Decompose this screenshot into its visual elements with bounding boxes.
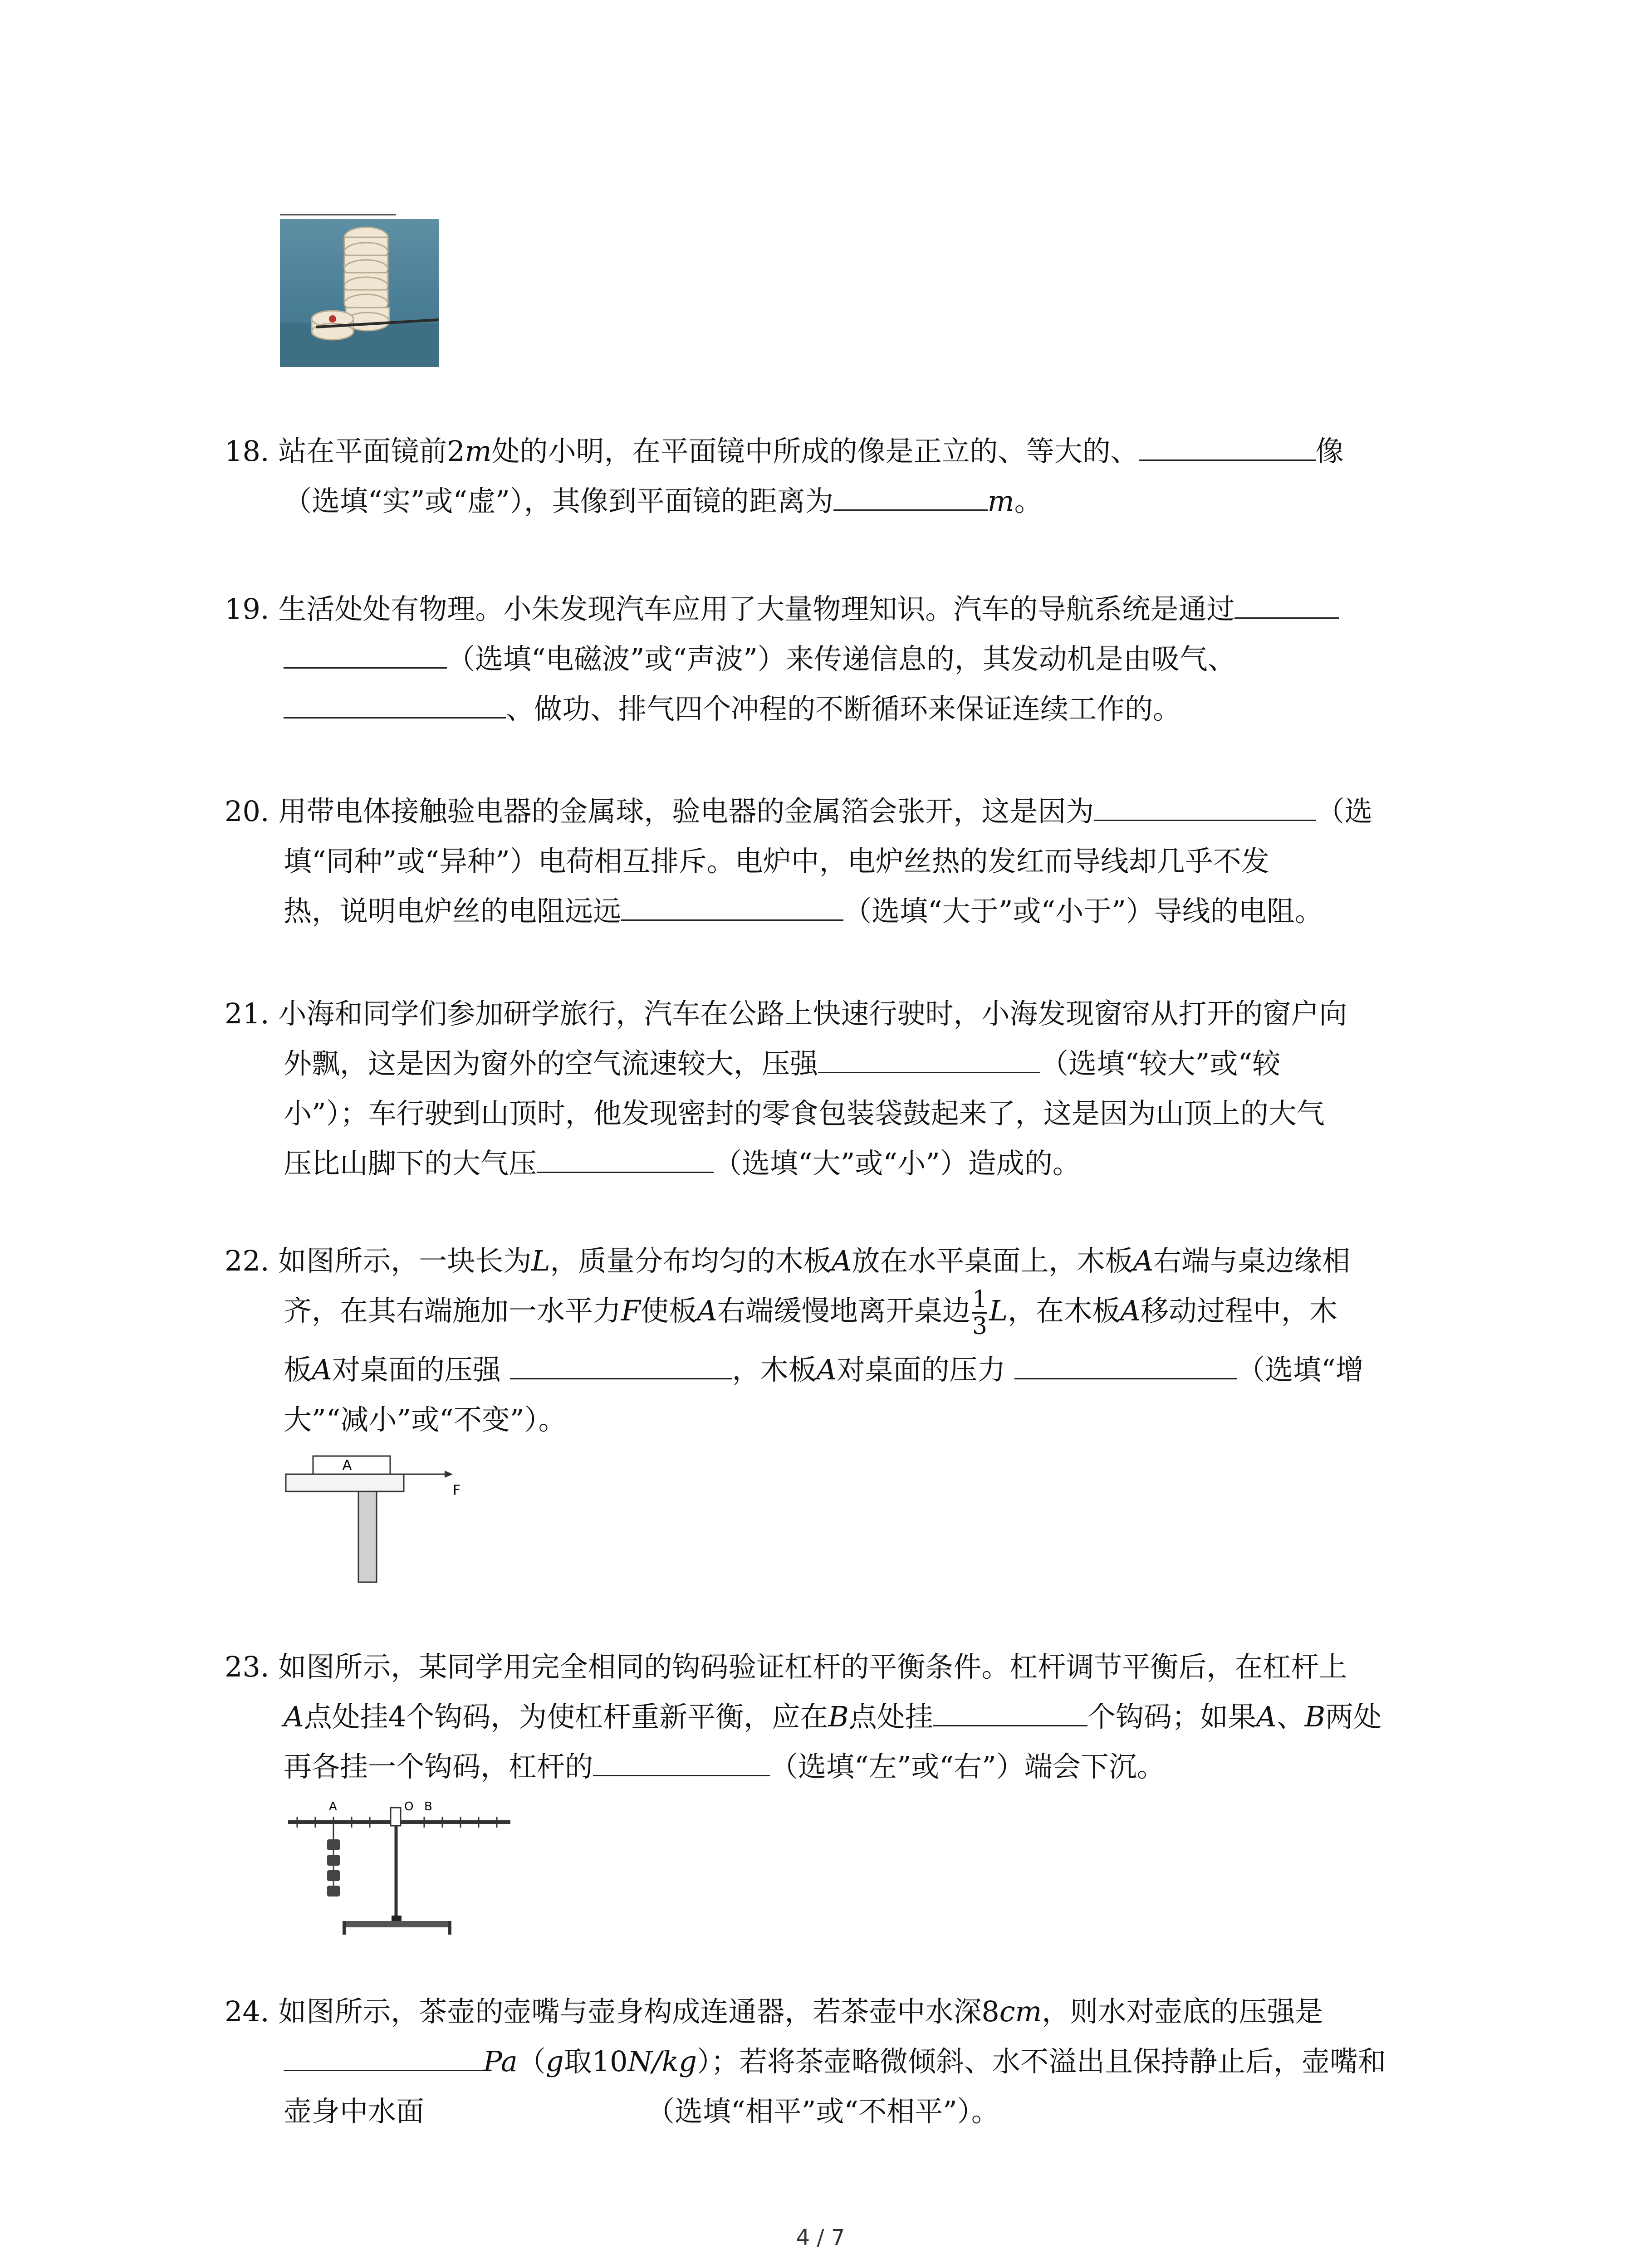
question-number: 23. xyxy=(225,1650,269,1683)
text: 放在水平桌面上，木板 xyxy=(852,1244,1133,1277)
var-A: A xyxy=(312,1353,332,1386)
board-table-figure xyxy=(281,1452,481,1588)
text: 生活处处有物理。小朱发现汽车应用了大量物理知识。汽车的导航系统是通过 xyxy=(278,592,1235,626)
figure-label-A: A xyxy=(342,1457,352,1473)
answer-blank[interactable] xyxy=(818,1045,1040,1073)
answer-blank[interactable] xyxy=(1094,792,1316,821)
text: 如图所示，某同学用完全相同的钩码验证杠杆的平衡条件。杠杆调节平衡后，在杠杆上 xyxy=(278,1650,1347,1683)
var-B: B xyxy=(828,1700,849,1733)
text: 取10 xyxy=(563,2045,628,2078)
fraction-one-third xyxy=(972,1287,987,1339)
answer-blank[interactable] xyxy=(510,1351,732,1379)
text: （选填“增 xyxy=(1237,1353,1364,1386)
figure-label-O: O xyxy=(404,1800,414,1813)
answer-blank[interactable] xyxy=(284,690,506,719)
text: （选填“较大”或“较 xyxy=(1040,1047,1281,1080)
var-L: L xyxy=(989,1294,1008,1327)
lever-figure xyxy=(279,1794,515,1939)
var-A: A xyxy=(816,1353,837,1386)
answer-blank[interactable] xyxy=(1139,432,1316,461)
text: （ xyxy=(517,2045,546,2078)
answer-blank[interactable] xyxy=(1014,1351,1237,1379)
text: 点处挂4个钩码，为使杠杆重新平衡，应在 xyxy=(304,1700,828,1733)
text: ，木板 xyxy=(732,1353,817,1386)
var-B: B xyxy=(1304,1700,1326,1733)
figure-label-B: B xyxy=(424,1800,432,1813)
text: 处的小明，在平面镜中所成的像是正立的、等大的、 xyxy=(491,435,1139,468)
text: ，质量分布均匀的木板 xyxy=(550,1244,832,1277)
var-A: A xyxy=(1256,1700,1277,1733)
text: 热，说明电炉丝的电阻远远 xyxy=(284,894,622,928)
text: （选填“相平”或“不相平”）。 xyxy=(647,2095,999,2128)
answer-blank[interactable] xyxy=(1234,590,1339,619)
unit-m: m xyxy=(465,435,492,468)
page-number: 4 / 7 xyxy=(796,2225,845,2250)
var-A: A xyxy=(1133,1244,1154,1277)
answer-blank[interactable] xyxy=(833,482,988,511)
fraction-denominator: 3 xyxy=(972,1313,987,1340)
figure-label-A: A xyxy=(329,1800,337,1813)
question-number: 24. xyxy=(225,1995,269,2028)
unit-cm: cm xyxy=(999,1995,1042,2028)
stacked-discs-photo xyxy=(280,219,439,367)
answer-blank[interactable] xyxy=(284,640,447,669)
unit-m: m xyxy=(987,484,1014,518)
text: 右端缓慢地离开桌边 xyxy=(717,1294,970,1327)
text: 对桌面的压强 xyxy=(332,1353,501,1386)
text: 、 xyxy=(1276,1700,1305,1733)
var-A: A xyxy=(831,1244,852,1277)
text: 两处 xyxy=(1325,1700,1382,1733)
text: 小”）；车行驶到山顶时，他发现密封的零食包装袋鼓起来了，这是因为山顶上的大气 xyxy=(284,1097,1325,1130)
text: 再各挂一个钩码，杠杆的 xyxy=(284,1750,593,1783)
question-number: 22. xyxy=(225,1244,269,1277)
text: （选填“电磁波”或“声波”）来传递信息的，其发动机是由吸气、 xyxy=(447,642,1236,675)
text: 用带电体接触验电器的金属球，验电器的金属箔会张开，这是因为 xyxy=(278,795,1094,828)
var-A: A xyxy=(697,1294,717,1327)
text: 板 xyxy=(284,1353,312,1386)
fraction-numerator: 1 xyxy=(972,1286,987,1314)
var-F: F xyxy=(621,1294,641,1327)
text: 像 xyxy=(1315,435,1344,468)
text: 移动过程中，木 xyxy=(1140,1294,1337,1327)
text: 如图所示，茶壶的壶嘴与壶身构成连通器，若茶壶中水深8 xyxy=(278,1995,999,2028)
text: 使板 xyxy=(641,1294,697,1327)
answer-blank[interactable] xyxy=(621,892,843,921)
answer-blank[interactable] xyxy=(537,1144,714,1173)
text: （选填“大于”或“小于”）导线的电阻。 xyxy=(843,894,1323,928)
text: （选填“大”或“小”）造成的。 xyxy=(714,1147,1081,1180)
answer-blank[interactable] xyxy=(593,1748,770,1776)
question-number: 18. xyxy=(225,435,269,468)
var-L: L xyxy=(531,1244,550,1277)
text: 填“同种”或“异种”）电荷相互排斥。电炉中，电炉丝热的发红而导线却几乎不发 xyxy=(284,845,1269,878)
text: ）；若将茶壶略微倾斜、水不溢出且保持静止后，壶嘴和 xyxy=(696,2045,1386,2078)
text: 右端与桌边缘相 xyxy=(1153,1244,1351,1277)
text: 大”“减小”或“不变”）。 xyxy=(284,1403,567,1436)
figure-label-F: F xyxy=(453,1482,461,1498)
var-A: A xyxy=(1120,1294,1141,1327)
question-number: 19. xyxy=(225,592,269,626)
unit-N-per-kg: N/kg xyxy=(627,2045,697,2078)
text: 对桌面的压力 xyxy=(837,1353,1006,1386)
text: 、做功、排气四个冲程的不断循环来保证连续工作的。 xyxy=(506,692,1181,725)
question-number: 21. xyxy=(225,997,269,1030)
var-g: g xyxy=(545,2045,564,2078)
text: 如图所示，一块长为 xyxy=(278,1244,532,1277)
text: 点处挂 xyxy=(848,1700,933,1733)
answer-blank[interactable] xyxy=(284,2043,483,2071)
text: 壶身中水面 xyxy=(284,2095,425,2128)
text: 个钩码；如果 xyxy=(1087,1700,1256,1733)
text: 小海和同学们参加研学旅行，汽车在公路上快速行驶时，小海发现窗帘从打开的窗户向 xyxy=(278,997,1347,1030)
unit-Pa: Pa xyxy=(483,2045,518,2078)
text: 压比山脚下的大气压 xyxy=(284,1147,537,1180)
question-number: 20. xyxy=(225,795,269,828)
var-A: A xyxy=(284,1700,304,1733)
text: （选填“左”或“右”）端会下沉。 xyxy=(770,1750,1165,1783)
top-rule xyxy=(280,214,396,215)
text: 。 xyxy=(1014,484,1043,518)
text: （选填“实”或“虚”），其像到平面镜的距离为 xyxy=(284,484,833,518)
answer-blank[interactable] xyxy=(933,1698,1087,1726)
text: （选 xyxy=(1316,795,1373,828)
text: ，则水对壶底的压强是 xyxy=(1042,1995,1323,2028)
text: 齐，在其右端施加一水平力 xyxy=(284,1294,622,1327)
text: ，在木板 xyxy=(1008,1294,1121,1327)
text: 外飘，这是因为窗外的空气流速较大，压强 xyxy=(284,1047,818,1080)
text: 站在平面镜前2 xyxy=(278,435,465,468)
